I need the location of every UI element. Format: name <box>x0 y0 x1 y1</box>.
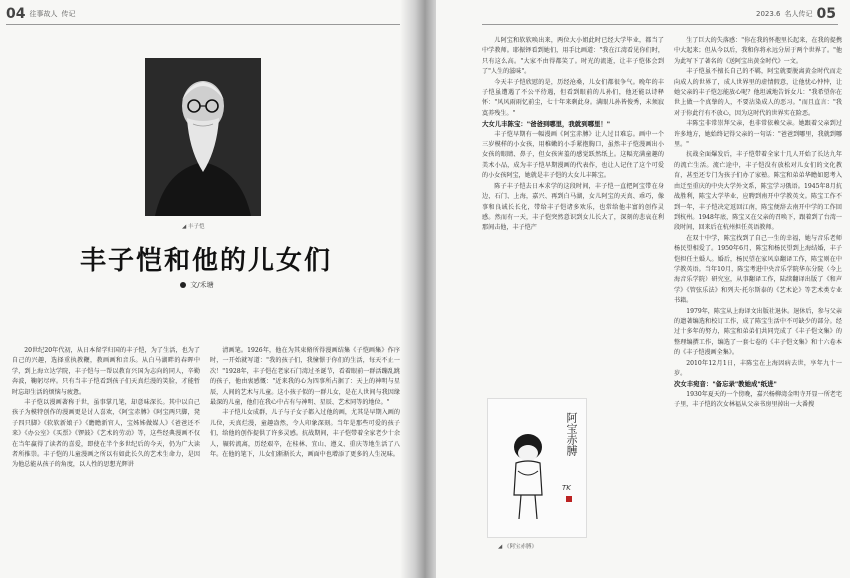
author-bullet-icon <box>180 282 186 288</box>
paragraph: 1930年夏天的一个傍晚，嘉兴杨柳湾金明寺开显一所老宅子里，丰子恺的次女林福从父亲书房里掉出一大番搜 <box>674 390 842 409</box>
illustration-caption: ◢ 《阿宝赤膊》 <box>498 544 537 550</box>
article-title: 丰子恺和他的儿女们 <box>80 246 333 276</box>
left-section-label: 往事故人 <box>29 10 58 18</box>
paragraph: 陈子丰子恺去日本求学的这段时间，丰子恺一直把阿宝带在身边，石门、上海，嘉兴、再到白马湖，女儿阿宝的天真、乖巧，像事和良诚长长化，带给丰子恺诸多欢乐，也常给他丰富的创作灵感。然而有一天，丰子恺突然意识到女儿长大了，深刻的悲哀在利那间击他，丰子恺产 <box>482 182 664 232</box>
left-subsection-label: 传记 <box>61 10 76 18</box>
illustration-inscription: 阿宝赤膊 <box>565 412 578 456</box>
paragraph: 丰子恺儿女成群，儿子与子女子都入过他的画，尤其是早期入画的儿位，天真烂漫，童趣盎然，令人印象深刻。当年是那些可爱的孩子们，给他的创作提供了许多灵感。抗战期间，丰子恺带着全家老少十余人，辗转流离，历经艰辛，在桂林、宜山、遵义、重庆等地生活了八年。在他的笔下，儿女们渐渐长大，画面中也增添了更多的人生况味。 <box>210 409 400 459</box>
paragraph: 清画笔。1926年，他在为其束脩所得漫画结集《子恺画集》作序时，一开始就写道："我的孩子们，我憧憬于你们的生活，每天不止一次！"1928年，丰子恺在老家石门湾过圣诞节，看着眼前一群活蹦乱跳的孩子，他由衷感慨："近来我的心为四事所占据了：天上的神明与星辰，人间的艺术与儿童。这小孩子似的一群儿女，是在人世间与我因缘最深的儿童，他们在我心中占有与神明、星辰、艺术同等的地位。" <box>210 347 400 407</box>
right-column-1 <box>482 36 664 392</box>
paragraph: 丰陈宝非常崇拜父亲，也非常依赖父亲。她跟着父亲到过许多地方，她始终记得父亲的一句话："爸爸到哪里，我就到哪里。" <box>674 120 842 149</box>
illustration-signature: TK <box>562 484 571 492</box>
paragraph: 在双十中学，陈宝找到了自己一生的幸福，她与音乐老师杨民望相爱了。1950年6月，陈宝和杨民望到上海结婚，丰子恺担任主婚人。婚后，杨民望在家风阜翻译工作，陈宝则在中学教英语。当年10月，陈宝考进中央音乐学院华东分院（今上海音乐学院）研究室，从事翻译工作，陆续翻译出版了《和声学》《管弦乐法》和列夫·托尔斯泰的《艺术论》等艺术类专业书籍。 <box>674 234 842 305</box>
paragraph: 1979年，陈宝从上海译文出版社退休。退休后，参与父亲的遗著编选和校订工作，成了陈宝生活中不可缺少的部分。经过十多年的努力，陈宝和弟弟们共同完成了《丰子恺文集》的整理编撰工作，编选了一套七卷的《丰子恺文集》和十六卷本的《丰子恺漫画全集》。 <box>674 307 842 357</box>
issue-date: 2023.6 <box>756 10 781 18</box>
artist-seal-icon <box>566 496 572 502</box>
paragraph: 丰子恺以漫画著称于世，虽事掌几笔，却意味深长。其中以自己孩子为模特创作的漫画更是讨人喜欢，《阿宝赤膊》《阿宝两只脚，凳子四只脚》《软软新娘子》《瞻瞻新官人，宝姊姊做媒人》《爸爸还不来》《办公室》《买票》《锣鼓》《艺术的劳动》等，这些经典漫画不仅在当年赢得了读者的喜爱，即使在半个多世纪后的今天，仍为广大读者所推崇。丰子恺的儿童漫画之所以有如此长久的艺术生命力，是因为他总能从孩子的角度，以人性的思想光辉讲 <box>12 399 200 469</box>
paragraph: 儿阿宝和软软唤出来，两位大小姐此时已经大学毕业，都当了中学教师。耶振铎看到她们，用手比画道："我在江湾看见你们时，只有这么高。"大家不由得都笑了。时光的流逝，让丰子恺体会到了"人生的滋味"。 <box>482 37 664 76</box>
left-page-number: 04 <box>6 6 26 22</box>
right-header-rule <box>482 24 838 25</box>
portrait-figure-icon <box>145 58 261 216</box>
article-author: 文/禾塘 <box>180 280 214 290</box>
left-column-1 <box>12 346 200 572</box>
paragraph: 抗战全面爆发后，丰子恺带着全家十几人开始了长达九年的流亡生活。流亡途中，丰子恺没有放松对儿女们的文化教育，甚至还专门为孩子们办了家塾。陈宝和弟弟华瞻如愿考入由迁至重庆的中央大学外文系，陈宝学习俄语。1945年8月抗战胜利，陈宝大学毕业，应聘到南开中学教英文。陈宝工作不到一年，丰子恺决定返回江南，陈宝便辞去南开中学的工作回到杭州。1948年底，陈宝又在父亲的召唤下，跟着到了台湾一段时间，回来后在杭州担任英语教师。 <box>674 151 842 232</box>
paragraph: 20世纪20年代初，从日本留学归国的丰子恺，为了生活，也为了自己的兴趣，选择重执教鞭，教画画和音乐。从白马湖畔的春晖中学，到上海立达学院，丰子恺与一帮以教育兴国为志向的同人，辛勤奔波，鞠躬尽瘁。只有当丰子恺看到孩子们天真烂漫的笑脸，才能暂时忘却生活的烦恼与疲惫。 <box>12 347 200 396</box>
paragraph: 丰子恺早期有一幅漫画《阿宝赤膊》让人过目难忘。画中一个三岁模样的小女孩，用稚嫩的小手紧抱胸口，虽然丰子恺漫画出小女孩的眼睛、鼻子，但女孩害羞的感觉跃然纸上。这幅充满童趣的美术小品，成为丰子恺早期漫画的代表作，也让人记住了这个可爱的小女孩阿宝，她就是丰子恺的大女儿丰陈宝。 <box>482 130 664 180</box>
right-section-label: 名人传记 <box>784 10 813 18</box>
portrait-caption: ◢ 丰子恺 <box>182 224 205 230</box>
left-header-rule <box>6 24 401 25</box>
paragraph: 2010年12月1日，丰陈宝在上海因病去世，享年九十一岁。 <box>674 359 842 377</box>
right-column-2 <box>674 36 842 574</box>
paragraph: 生了巨大的失落感："你在我的怀抱里长起来，在我的提携中大起来；但从今以后，我和你将永远分居于两个世界了。"他为此写下了著名的《送阿宝出黄金时代》一文。 <box>674 37 842 65</box>
paragraph: 丰子恺虽不擅长自己的不羁，阿宝就要脱离黄金时代而走向成人的世界了，成人世界里的虚情假意，让他忧心忡忡，让她父亲的丰子恺怎能放心呢？他坦诚地告诉女儿："我希望你在世上做一个真挚的人，不要沾染成人的恶习。"而且直言："我对于你此行有不放心，因为这时代的世界实在险恶。 <box>674 68 842 117</box>
left-page-header <box>6 6 75 22</box>
section-subhead: 大女儿丰陈宝："爸爸到哪里，我就到哪里！" <box>482 120 611 129</box>
portrait-photo <box>145 58 261 216</box>
right-page-header <box>756 6 836 22</box>
section-subhead: 次女丰宛音："备忘录"教她成"纸进" <box>674 380 777 389</box>
left-page <box>0 0 414 578</box>
left-column-2 <box>210 346 400 572</box>
paragraph: 今天丰子恺欣慰的是，历经沧桑，儿女们都很争气。晚年的丰子恺虽遭遇了不公平待遇，但看到眼前的儿孙们，他还能以诗释怀："风风雨雨忆前尘，七十年来剩此身。满眼儿孙皆俊秀，未须寂寞养残生。" <box>482 78 664 117</box>
right-page-number: 05 <box>816 6 836 22</box>
